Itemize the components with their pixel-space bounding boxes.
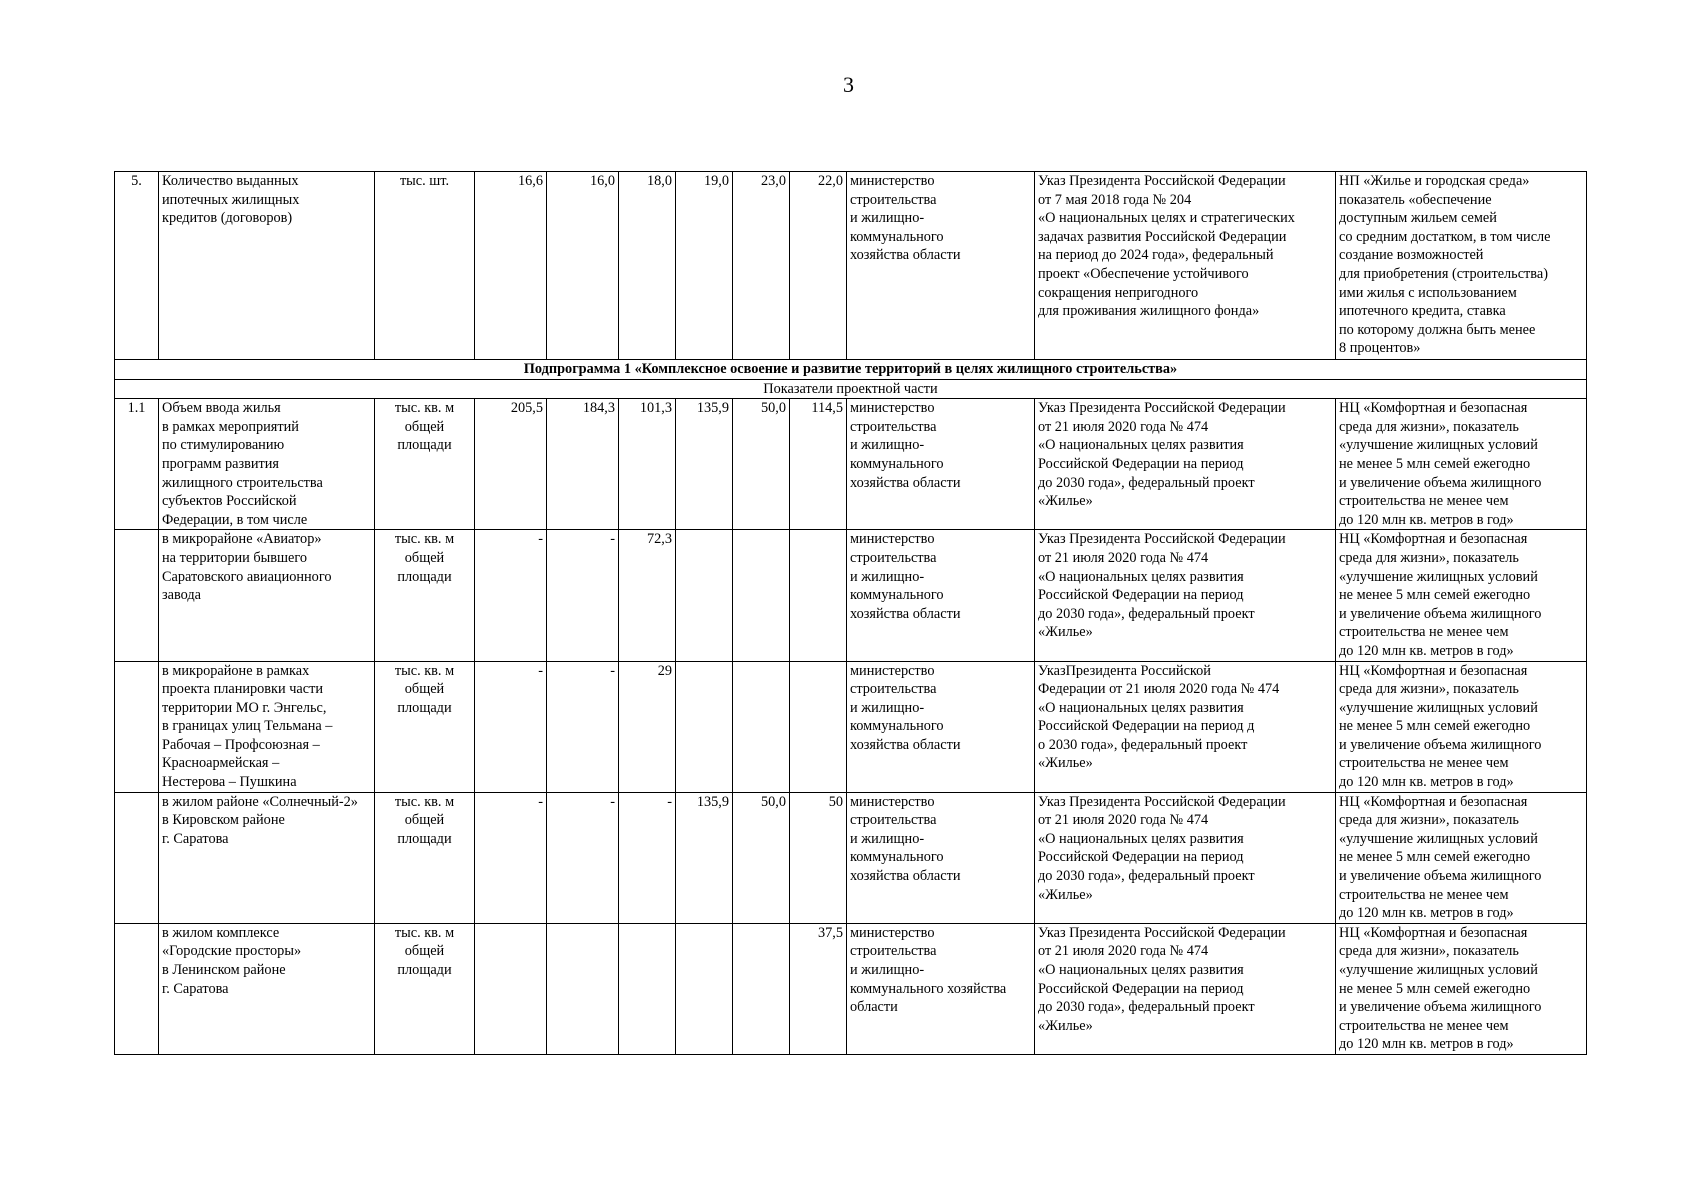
executor — [847, 172, 1035, 360]
cell-line: среда для жизни», показатель — [1339, 418, 1519, 435]
cell-line: программ развития — [162, 455, 279, 472]
cell-line: коммунального — [850, 455, 944, 472]
cell-line: ими жилья с использованием — [1339, 284, 1517, 301]
cell-line: г. Саратова — [162, 830, 229, 847]
cell-line: о 2030 года», федеральный проект — [1038, 736, 1248, 753]
cell-line: не менее 5 млн семей ежегодно — [1339, 849, 1531, 866]
table-row — [115, 530, 1587, 661]
cell-line: Российской Федерации на период д — [1038, 718, 1255, 735]
value-cell: 101,3 — [619, 399, 676, 530]
cell-line: площади — [397, 437, 452, 454]
cell-line: создание возможностей — [1339, 247, 1484, 264]
cell-line: коммунального — [850, 849, 944, 866]
executor — [847, 661, 1035, 792]
cell-line: и жилищно- — [850, 437, 925, 454]
executor — [847, 399, 1035, 530]
cell-line: министерство — [850, 793, 935, 810]
cell-line: до 120 млн кв. метров в год» — [1339, 905, 1514, 922]
row-number — [115, 923, 159, 1054]
national-project-link — [1336, 792, 1587, 923]
cell-line: строительства — [850, 418, 937, 435]
indicator-name — [159, 792, 375, 923]
cell-line: по стимулированию — [162, 437, 285, 454]
cell-line: для приобретения (строительства) — [1339, 265, 1548, 282]
cell-line: тыс. кв. м — [394, 924, 455, 941]
cell-line: в жилом районе «Солнечный-2» — [162, 793, 358, 810]
cell-line: хозяйства области — [850, 868, 961, 885]
value-cell — [733, 661, 790, 792]
cell-line: не менее 5 млн семей ежегодно — [1339, 455, 1531, 472]
cell-line: и жилищно- — [850, 962, 925, 978]
value-cell — [676, 923, 733, 1054]
cell-line: «О национальных целях развития — [1038, 568, 1244, 585]
cell-line: НЦ «Комфортная и безопасная — [1339, 531, 1528, 548]
cell-line: Количество выданных — [162, 173, 299, 189]
value-cell — [547, 923, 619, 1054]
cell-line: хозяйства области — [850, 474, 961, 491]
row-number — [115, 661, 159, 792]
cell-line: «О национальных целях и стратегических — [1038, 210, 1295, 227]
unit-of-measure — [375, 530, 475, 661]
cell-line: и увеличение объема жилищного — [1339, 868, 1542, 885]
cell-line: от 21 июля 2020 года № 474 — [1038, 549, 1209, 566]
value-cell: 19,0 — [676, 172, 733, 360]
cell-line: и жилищно- — [850, 210, 925, 227]
cell-line: до 120 млн кв. метров в год» — [1339, 774, 1514, 791]
cell-line: кредитов (договоров) — [162, 210, 293, 227]
cell-line: от 21 июля 2020 года № 474 — [1038, 812, 1209, 829]
cell-line: общей — [404, 681, 445, 698]
cell-line: до 2030 года», федеральный проект — [1038, 999, 1255, 1016]
cell-line: тыс. кв. м — [394, 531, 455, 548]
cell-line: строительства — [850, 681, 937, 698]
cell-line: Российской Федерации на период — [1038, 980, 1244, 997]
national-project-link — [1336, 399, 1587, 530]
cell-line: сокращения непригодного — [1038, 284, 1199, 301]
cell-line: среда для жизни», показатель — [1339, 681, 1519, 698]
cell-line: со средним достатком, в том числе — [1339, 228, 1551, 245]
indicator-name — [159, 661, 375, 792]
cell-line: Федерации, в том числе — [162, 511, 308, 528]
table-row — [115, 172, 1587, 360]
value-cell: 114,5 — [790, 399, 847, 530]
cell-line: Нестерова – Пушкина — [162, 774, 297, 791]
cell-line: Рабочая – Профсоюзная – — [162, 736, 320, 753]
cell-line: «Жилье» — [1038, 755, 1093, 772]
cell-line: «Жилье» — [1038, 1017, 1093, 1034]
cell-line: не менее 5 млн семей ежегодно — [1339, 587, 1531, 604]
cell-line: коммунального — [850, 718, 944, 735]
value-cell: 50,0 — [733, 399, 790, 530]
cell-line: в жилом комплексе — [162, 924, 280, 941]
legal-basis — [1035, 172, 1336, 360]
cell-line: строительства — [850, 812, 937, 829]
cell-line: от 21 июля 2020 года № 474 — [1038, 418, 1209, 435]
cell-line: общей — [404, 418, 445, 435]
value-cell — [676, 530, 733, 661]
executor — [847, 792, 1035, 923]
cell-line: министерство — [850, 531, 935, 548]
cell-line: площади — [397, 962, 452, 978]
value-cell — [619, 923, 676, 1054]
cell-line: «Жилье» — [1038, 493, 1093, 510]
row-number — [115, 530, 159, 661]
unit-of-measure — [375, 661, 475, 792]
cell-line: строительства не менее чем — [1339, 493, 1509, 510]
value-cell: 18,0 — [619, 172, 676, 360]
value-cell: 50,0 — [733, 792, 790, 923]
cell-line: до 2030 года», федеральный проект — [1038, 868, 1255, 885]
cell-line: в Ленинском районе — [162, 962, 286, 978]
cell-line: «Жилье» — [1038, 886, 1093, 903]
cell-line: тыс. кв. м — [394, 400, 455, 417]
cell-line: строительства не менее чем — [1339, 886, 1509, 903]
cell-line: в микрорайоне в рамках — [162, 662, 310, 679]
cell-line: «О национальных целях развития — [1038, 699, 1244, 716]
cell-line: на период до 2024 года», федеральный — [1038, 247, 1274, 264]
national-project-link — [1336, 172, 1587, 360]
cell-line: и увеличение объема жилищного — [1339, 474, 1542, 491]
value-cell: - — [547, 792, 619, 923]
value-cell: 50 — [790, 792, 847, 923]
cell-line: до 2030 года», федеральный проект — [1038, 474, 1255, 491]
cell-line: г. Саратова — [162, 980, 229, 997]
value-cell: - — [475, 792, 547, 923]
cell-line: среда для жизни», показатель — [1339, 549, 1519, 566]
cell-line: тыс. кв. м — [394, 662, 455, 679]
table-row — [115, 399, 1587, 530]
cell-line: для проживания жилищного фонда» — [1038, 303, 1260, 320]
cell-line: Российской Федерации на период — [1038, 455, 1244, 472]
value-cell: 22,0 — [790, 172, 847, 360]
cell-line: ипотечного кредита, ставка — [1339, 303, 1506, 320]
value-cell — [475, 923, 547, 1054]
executor — [847, 530, 1035, 661]
indicators-table — [114, 171, 1587, 1055]
cell-line: задачах развития Российской Федерации — [1038, 228, 1287, 245]
cell-line: строительства — [850, 191, 937, 208]
cell-line: области — [850, 999, 898, 1016]
indicator-name — [159, 172, 375, 360]
cell-line: площади — [397, 699, 452, 716]
cell-line: «улучшение жилищных условий — [1339, 830, 1538, 847]
cell-line: «улучшение жилищных условий — [1339, 699, 1538, 716]
indicator-name — [159, 399, 375, 530]
indicator-name — [159, 923, 375, 1054]
cell-line: площади — [397, 568, 452, 585]
cell-line: среда для жизни», показатель — [1339, 943, 1519, 960]
cell-line: территории МО г. Энгельс, — [162, 699, 327, 716]
cell-line: проекта планировки части — [162, 681, 324, 698]
value-cell — [676, 661, 733, 792]
cell-line: строительства — [850, 943, 937, 960]
cell-line: в Кировском районе — [162, 812, 285, 829]
cell-line: «улучшение жилищных условий — [1339, 962, 1538, 978]
cell-line: Указ Президента Российской Федерации — [1038, 531, 1286, 548]
legal-basis — [1035, 399, 1336, 530]
cell-line: и жилищно- — [850, 830, 925, 847]
cell-line: и жилищно- — [850, 568, 925, 585]
cell-line: «О национальных целях развития — [1038, 437, 1244, 454]
value-cell — [790, 530, 847, 661]
cell-line: строительства не менее чем — [1339, 755, 1509, 772]
value-cell — [733, 530, 790, 661]
unit-of-measure — [375, 399, 475, 530]
page-number: 3 — [843, 72, 854, 97]
cell-line: хозяйства области — [850, 247, 961, 264]
value-cell: - — [475, 530, 547, 661]
cell-line: в рамках мероприятий — [162, 418, 299, 435]
section-row — [115, 379, 1587, 399]
cell-line: до 120 млн кв. метров в год» — [1339, 1036, 1514, 1053]
executor — [847, 923, 1035, 1054]
value-cell — [790, 661, 847, 792]
row-number: 1.1 — [115, 399, 159, 530]
cell-line: завода — [162, 587, 202, 604]
national-project-link — [1336, 923, 1587, 1054]
value-cell: - — [475, 661, 547, 792]
value-cell: 205,5 — [475, 399, 547, 530]
cell-line: по которому должна быть менее — [1339, 321, 1536, 338]
cell-line: Указ Президента Российской Федерации — [1038, 400, 1286, 417]
cell-line: проект «Обеспечение устойчивого — [1038, 265, 1249, 282]
value-cell — [733, 923, 790, 1054]
subprogram-title: Подпрограмма 1 «Комплексное освоение и развитие территорий в целях жилищного строительства» — [115, 360, 1587, 380]
legal-basis — [1035, 530, 1336, 661]
legal-basis — [1035, 792, 1336, 923]
cell-line: «Жилье» — [1038, 624, 1093, 641]
value-cell: 16,6 — [475, 172, 547, 360]
cell-line: и жилищно- — [850, 699, 925, 716]
cell-line: коммунального хозяйства — [850, 980, 1007, 997]
cell-line: НЦ «Комфортная и безопасная — [1339, 400, 1528, 417]
cell-line: общей — [404, 549, 445, 566]
legal-basis — [1035, 661, 1336, 792]
cell-line: Саратовского авиационного — [162, 568, 332, 585]
cell-line: Указ Президента Российской Федерации — [1038, 793, 1286, 810]
cell-line: показатель «обеспечение — [1339, 191, 1492, 208]
cell-line: «Городские просторы» — [162, 943, 302, 960]
cell-line: строительства не менее чем — [1339, 624, 1509, 641]
table-row — [115, 661, 1587, 792]
value-cell: 29 — [619, 661, 676, 792]
national-project-link — [1336, 530, 1587, 661]
national-project-link — [1336, 661, 1587, 792]
indicator-name — [159, 530, 375, 661]
value-cell: 184,3 — [547, 399, 619, 530]
unit-of-measure — [375, 923, 475, 1054]
cell-line: Красноармейская – — [162, 755, 280, 772]
cell-line: от 7 мая 2018 года № 204 — [1038, 191, 1192, 208]
cell-line: «улучшение жилищных условий — [1339, 437, 1538, 454]
cell-line: коммунального — [850, 228, 944, 245]
cell-line: «улучшение жилищных условий — [1339, 568, 1538, 585]
cell-line: площади — [397, 830, 452, 847]
cell-line: в границах улиц Тельмана – — [162, 718, 333, 735]
cell-line: субъектов Российской — [162, 493, 297, 510]
value-cell: 23,0 — [733, 172, 790, 360]
cell-line: общей — [404, 812, 445, 829]
unit-of-measure — [375, 792, 475, 923]
cell-line: от 21 июля 2020 года № 474 — [1038, 943, 1209, 960]
cell-line: среда для жизни», показатель — [1339, 812, 1519, 829]
cell-line: коммунального — [850, 587, 944, 604]
cell-line: в микрорайоне «Авиатор» — [162, 531, 322, 548]
cell-line: хозяйства области — [850, 736, 961, 753]
table-row — [115, 923, 1587, 1054]
cell-line: министерство — [850, 173, 935, 189]
value-cell: - — [547, 530, 619, 661]
subprogram-row — [115, 360, 1587, 380]
cell-line: министерство — [850, 400, 935, 417]
cell-line: НЦ «Комфортная и безопасная — [1339, 793, 1528, 810]
cell-line: тыс. кв. м — [394, 793, 455, 810]
cell-line: министерство — [850, 662, 935, 679]
cell-line: тыс. шт. — [399, 173, 450, 189]
value-cell: 135,9 — [676, 399, 733, 530]
cell-line: и увеличение объема жилищного — [1339, 736, 1542, 753]
cell-line: НЦ «Комфортная и безопасная — [1339, 924, 1528, 941]
cell-line: Указ Президента Российской Федерации — [1038, 924, 1286, 941]
value-cell: - — [547, 661, 619, 792]
cell-line: до 120 млн кв. метров в год» — [1339, 642, 1514, 659]
cell-line: общей — [404, 943, 445, 960]
legal-basis — [1035, 923, 1336, 1054]
cell-line: до 120 млн кв. метров в год» — [1339, 511, 1514, 528]
cell-line: «О национальных целях развития — [1038, 830, 1244, 847]
cell-line: не менее 5 млн семей ежегодно — [1339, 980, 1531, 997]
cell-line: хозяйства области — [850, 605, 961, 622]
cell-line: УказПрезидента Российской — [1038, 662, 1211, 679]
cell-line: Российской Федерации на период — [1038, 849, 1244, 866]
cell-line: строительства — [850, 549, 937, 566]
cell-line: Российской Федерации на период — [1038, 587, 1244, 604]
cell-line: 8 процентов» — [1339, 340, 1421, 357]
row-number — [115, 792, 159, 923]
cell-line: Федерации от 21 июля 2020 года № 474 — [1038, 681, 1280, 698]
cell-line: не менее 5 млн семей ежегодно — [1339, 718, 1531, 735]
value-cell: 37,5 — [790, 923, 847, 1054]
cell-line: «О национальных целях развития — [1038, 962, 1244, 978]
cell-line: НЦ «Комфортная и безопасная — [1339, 662, 1528, 679]
cell-line: до 2030 года», федеральный проект — [1038, 605, 1255, 622]
value-cell: - — [619, 792, 676, 923]
cell-line: и увеличение объема жилищного — [1339, 999, 1542, 1016]
value-cell: 72,3 — [619, 530, 676, 661]
cell-line: Объем ввода жилья — [162, 400, 281, 417]
row-number: 5. — [115, 172, 159, 360]
section-title: Показатели проектной части — [115, 379, 1587, 399]
cell-line: строительства не менее чем — [1339, 1017, 1509, 1034]
cell-line: Указ Президента Российской Федерации — [1038, 173, 1286, 189]
cell-line: НП «Жилье и городская среда» — [1339, 173, 1530, 189]
cell-line: на территории бывшего — [162, 549, 307, 566]
cell-line: и увеличение объема жилищного — [1339, 605, 1542, 622]
table-row — [115, 792, 1587, 923]
cell-line: министерство — [850, 924, 935, 941]
cell-line: ипотечных жилищных — [162, 191, 300, 208]
cell-line: жилищного строительства — [162, 474, 323, 491]
value-cell: 135,9 — [676, 792, 733, 923]
value-cell: 16,0 — [547, 172, 619, 360]
cell-line: доступным жильем семей — [1339, 210, 1497, 227]
unit-of-measure — [375, 172, 475, 360]
